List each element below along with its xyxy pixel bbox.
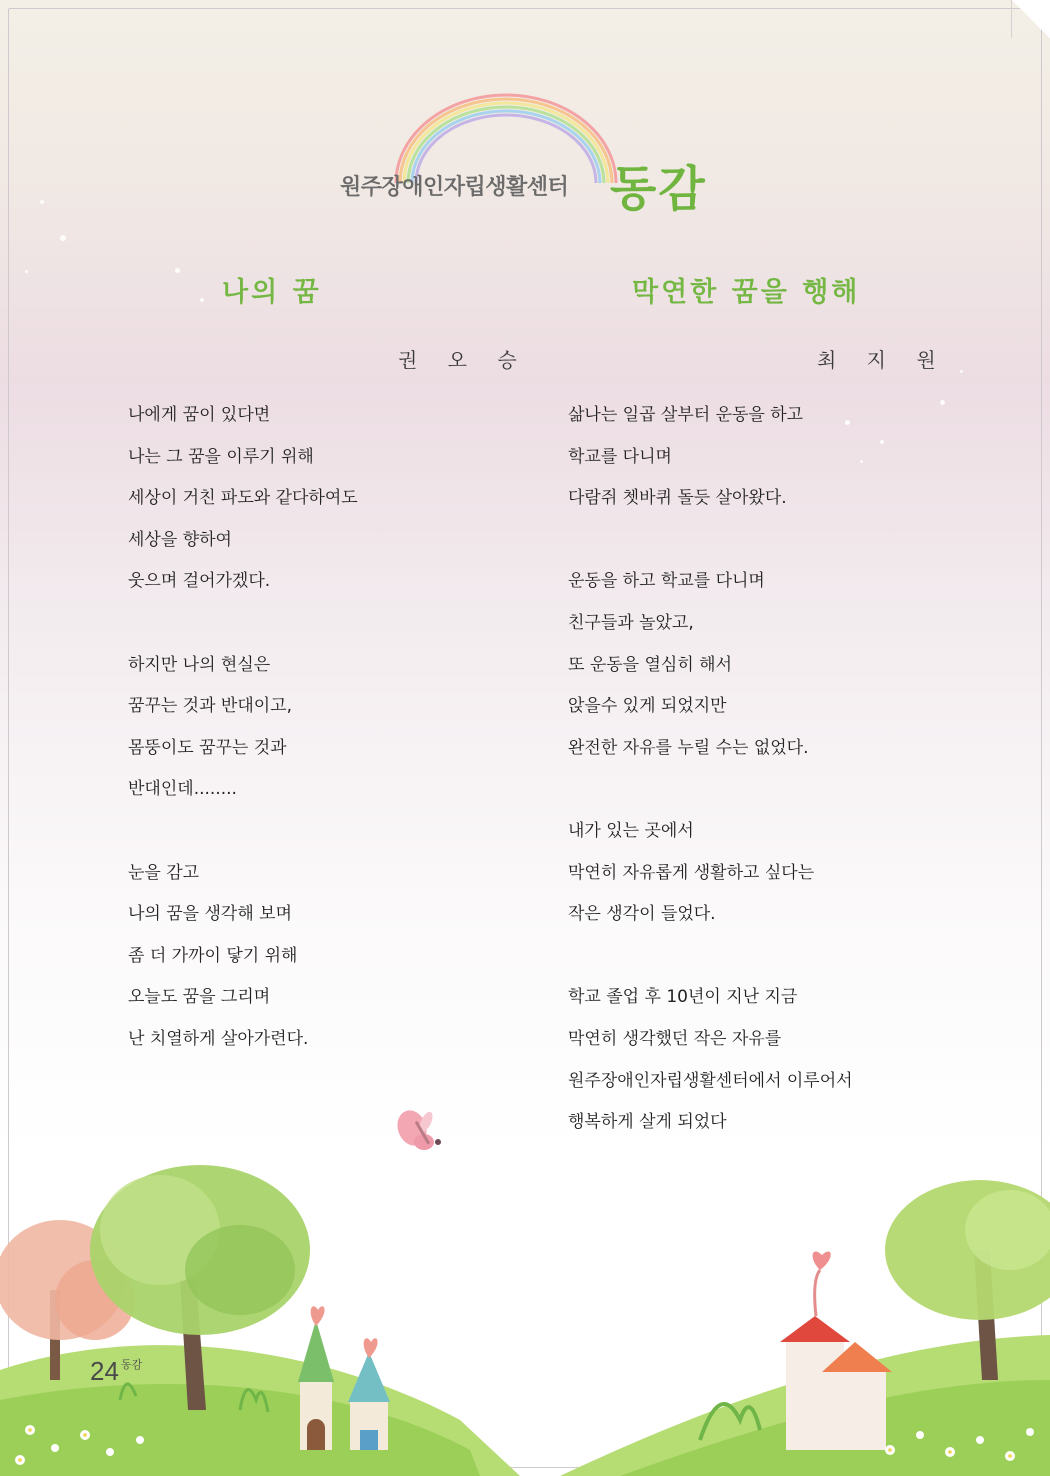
poem-line: 난 치열하게 살아가련다. [128,1028,309,1049]
poem-line: 나의 꿈을 생각해 보며 [128,904,293,925]
sparkle-dot [860,460,863,463]
poem-line: 막연히 생각했던 작은 자유를 [568,1028,782,1049]
poem-line: 세상이 거친 파도와 같다하여도 [128,488,358,509]
poem-line: 눈을 감고 [128,862,200,883]
poem-line [568,946,853,988]
poem-line [568,530,853,572]
sparkle-dot [175,268,180,273]
poem-author: 최 지 원 [817,348,948,372]
poem-line: 하지만 나의 현실은 [128,654,271,675]
poem-line [128,821,358,863]
poem-line: 학교 졸업 후 10년이 지난 지금 [568,987,798,1008]
sparkle-dot [25,270,28,273]
poem-line: 나에게 꿈이 있다면 [128,405,271,425]
poem-line: 꿈꾸는 것과 반대이고, [128,696,293,717]
page-corner-fold [1011,0,1050,38]
poem-title: 나의 꿈 [222,277,322,308]
poem-line: 세상을 향하여 [128,529,232,550]
page-number-label: 동감 [120,1359,143,1371]
page-number [90,1356,142,1387]
poem-line: 몸뚱이도 꿈꾸는 것과 [128,737,287,758]
sparkle-dot [880,440,884,444]
organization-name: 원주장애인자립생활센터 [340,175,569,200]
poem-line: 웃으며 걸어가겠다. [128,571,271,592]
sparkle-dot [960,370,963,373]
sparkle-dot [40,200,44,204]
poem-body [568,405,853,1154]
sparkle-dot [60,235,66,241]
poem-line: 작은 생각이 들었다. [568,904,716,925]
poem-line: 삶나는 일곱 살부터 운동을 하고 [568,405,804,425]
poem-line: 원주장애인자립생활센터에서 이루어서 [568,1070,853,1091]
poem-line: 완전한 자유를 누릴 수는 없었다. [568,737,809,758]
poem-line [128,613,358,655]
poem-line: 막연히 자유롭게 생활하고 싶다는 [568,862,815,883]
poem-line: 학교를 다니며 [568,446,672,467]
poem-line: 내가 있는 곳에서 [568,820,694,841]
poem-line: 나는 그 꿈을 이루기 위해 [128,446,314,467]
poem-line: 운동을 하고 학교를 다니며 [568,571,765,592]
poem-line: 좀 더 가까이 닿기 위해 [128,945,298,966]
poem-author: 권 오 승 [398,348,529,372]
poem-body [128,405,358,1071]
poem-line: 또 운동을 열심히 해서 [568,654,733,675]
poem-title: 막연한 꿈을 행해 [632,277,861,308]
poem-line: 오늘도 꿈을 그리며 [128,987,271,1008]
poem-line: 행복하게 살게 되었다 [568,1112,727,1133]
page-number-value: 24 [90,1356,119,1386]
magazine-brand: 동감 [610,161,707,217]
sparkle-dot [200,298,204,302]
sparkle-dot [940,400,945,405]
poem-line: 친구들과 놀았고, [568,612,694,633]
landscape-illustration [0,1080,1050,1476]
poem-line: 반대인데........ [128,779,237,800]
poem-line: 다람쥐 쳇바퀴 돌듯 살아왔다. [568,488,787,509]
poem-line: 앉을수 있게 되었지만 [568,696,727,717]
poem-line [568,779,853,821]
